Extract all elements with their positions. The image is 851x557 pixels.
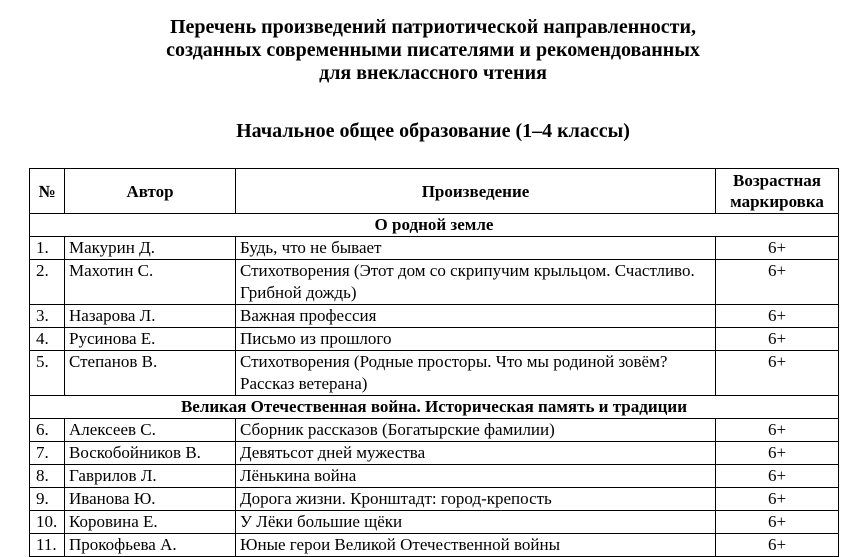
section-title: Великая Отечественная война. Историческая память и традиции [30,396,839,419]
row-work: Дорога жизни. Кронштадт: город-крепость [236,488,716,511]
row-num: 7. [30,442,65,465]
row-work: Стихотворения (Родные просторы. Что мы родиной зовём? Рассказ ветерана) [236,351,716,396]
table-row [30,419,839,442]
row-author: Махотин С. [65,260,236,305]
row-num: 4. [30,328,65,351]
row-work: Девятьсот дней мужества [236,442,716,465]
row-work: Будь, что не бывает [236,237,716,260]
row-work: У Лёки большие щёки [236,511,716,534]
table-row [30,260,839,305]
document-title [0,16,851,85]
row-author: Гаврилов Л. [65,465,236,488]
title-line-1: Перечень произведений патриотической направленности, [169,16,697,38]
row-author: Степанов В. [65,351,236,396]
table-header-row [30,169,839,214]
row-author: Алексеев С. [65,419,236,442]
row-age: 6+ [716,305,839,328]
row-author: Макурин Д. [65,237,236,260]
header-author: Автор [65,169,236,214]
row-work: Письмо из прошлого [236,328,716,351]
row-num: 2. [30,260,65,305]
row-age: 6+ [716,351,839,396]
table-row [30,328,839,351]
row-num: 9. [30,488,65,511]
row-num: 3. [30,305,65,328]
row-author: Иванова Ю. [65,488,236,511]
row-work: Лёнькина война [236,465,716,488]
header-age-line1: Возрастная [732,171,821,190]
header-work: Произведение [236,169,716,214]
row-age: 6+ [716,534,839,557]
row-author: Русинова Е. [65,328,236,351]
table-row [30,534,839,557]
table-row [30,305,839,328]
row-age: 6+ [716,511,839,534]
header-age [716,169,839,214]
row-age: 6+ [716,442,839,465]
row-age: 6+ [716,237,839,260]
row-age: 6+ [716,465,839,488]
row-num: 1. [30,237,65,260]
table-row [30,351,839,396]
section-title: О родной земле [30,214,839,237]
row-work: Юные герои Великой Отечественной войны [236,534,716,557]
title-line-3: для внеклассного чтения [319,62,547,84]
row-num: 6. [30,419,65,442]
table-row [30,465,839,488]
row-num: 10. [30,511,65,534]
table-row [30,511,839,534]
header-age-line2: маркировка [730,192,824,211]
row-num: 8. [30,465,65,488]
row-num: 11. [30,534,65,557]
document-subtitle: Начальное общее образование (1–4 классы) [236,120,630,142]
row-author: Коровина Е. [65,511,236,534]
row-age: 6+ [716,328,839,351]
header-num: № [30,169,65,214]
row-num: 5. [30,351,65,396]
row-work: Важная профессия [236,305,716,328]
row-author: Прокофьева А. [65,534,236,557]
section-row [30,214,839,237]
table-row [30,237,839,260]
row-work: Сборник рассказов (Богатырские фамилии) [236,419,716,442]
row-age: 6+ [716,488,839,511]
row-age: 6+ [716,260,839,305]
table-row [30,488,839,511]
row-age: 6+ [716,419,839,442]
title-line-2: созданных современными писателями и рекомендованных [166,39,700,61]
row-author: Назарова Л. [65,305,236,328]
table-row [30,442,839,465]
works-table [29,168,839,557]
row-work: Стихотворения (Этот дом со скрипучим крыльцом. Счастливо. Грибной дождь) [236,260,716,305]
row-author: Воскобойников В. [65,442,236,465]
section-row [30,396,839,419]
